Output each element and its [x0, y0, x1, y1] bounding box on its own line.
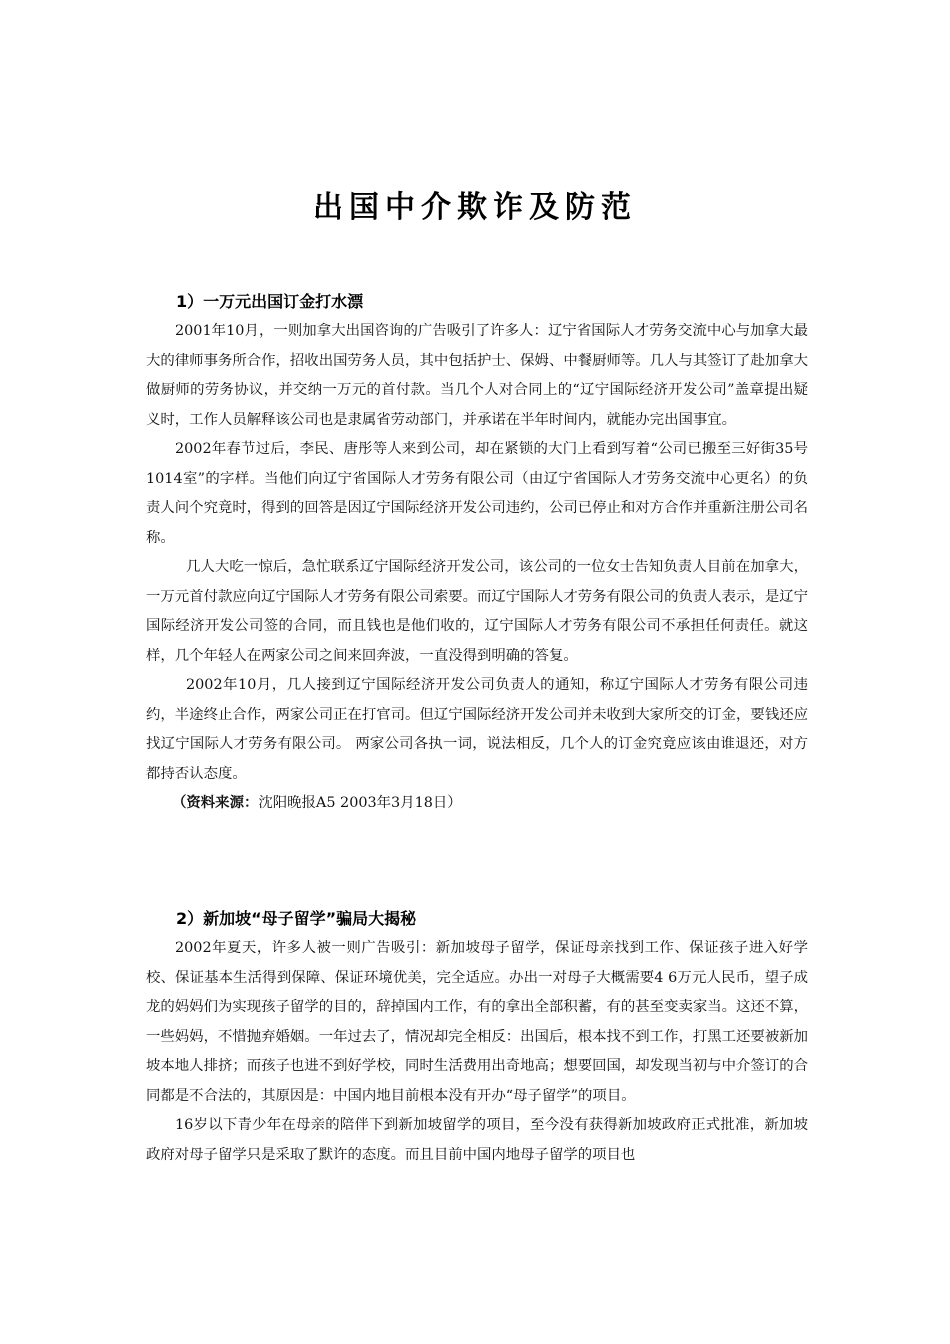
section-1-paragraph-2: 2002年春节过后，李民、唐彤等人来到公司，却在紧锁的大门上看到写着“公司已搬至三好街35号1014室”的字样。当他们向辽宁省国际人才劳务有限公司（由辽宁省国际人才劳务交流中心更名）的负责人问个究竟时，得到的回答是因辽宁国际经济开发公司违约，公司已停止和对方合作并重新注册公司名称。 — [146, 441, 808, 546]
section-2-heading: 2）新加坡“母子留学”骗局大揭秘 — [176, 909, 417, 928]
section-1-source — [146, 789, 808, 819]
section-1-heading: 1）一万元出国订金打水漂 — [176, 292, 364, 311]
section-2-paragraph-1: 2002年夏天，许多人被一则广告吸引：新加坡母子留学，保证母亲找到工作、保证孩子进入好学校、保证基本生活得到保障、保证环境优美，完全适应。办出一对母子大概需要4 6万元人民币，望子成龙的妈妈们为实现孩子留学的目的，辞掉国内工作，有的拿出全部积蓄，有的甚至变卖家当。这还不算，一些妈妈，不惜抛弃婚姻。一年过去了，情况却完全相反：出国后，根本找不到工作，打黑工还要被新加坡本地人排挤；而孩子也进不到好学校，同时生活费用出奇地高；想要回国，却发现当初与中介签订的合同都是不合法的，其原因是：中国内地目前根本没有开办“母子留学”的项目。 — [146, 940, 808, 1104]
source-label: （资料来源： — [172, 795, 259, 811]
section-2 — [146, 908, 808, 1170]
section-1 — [146, 291, 808, 819]
source-text: 沈阳晚报A5 2003年3月18日） — [258, 795, 462, 811]
document-title: 出国中介欺诈及防范 — [313, 190, 637, 225]
section-1-paragraph-3: 几人大吃一惊后，急忙联系辽宁国际经济开发公司，该公司的一位女士告知负责人目前在加拿大，一万元首付款应向辽宁国际人才劳务有限公司索要。而辽宁国际人才劳务有限公司的负责人表示，是辽宁国际经济开发公司签的合同，而且钱也是他们收的，辽宁国际人才劳务有限公司不承担任何责任。就这样，几个年轻人在两家公司之间来回奔波，一直没得到明确的答复。 — [146, 559, 808, 664]
section-2-paragraph-2: 16岁以下青少年在母亲的陪伴下到新加坡留学的项目，至今没有获得新加坡政府正式批准，新加坡政府对母子留学只是采取了默许的态度。而且目前中国内地母子留学的项目也 — [146, 1117, 808, 1163]
section-1-paragraph-1: 2001年10月，一则加拿大出国咨询的广告吸引了许多人：辽宁省国际人才劳务交流中心与加拿大最大的律师事务所合作，招收出国劳务人员，其中包括护士、保姆、中餐厨师等。几人与其签订了赴加拿大做厨师的劳务协议，并交纳一万元的首付款。当几个人对合同上的“辽宁国际经济开发公司”盖章提出疑义时，工作人员解释该公司也是隶属省劳动部门，并承诺在半年时间内，就能办完出国事宜。 — [146, 323, 808, 428]
section-1-paragraph-4: 2002年10月，几人接到辽宁国际经济开发公司负责人的通知，称辽宁国际人才劳务有限公司违约，半途终止合作，两家公司正在打官司。但辽宁国际经济开发公司并未收到大家所交的订金，要钱还应找辽宁国际人才劳务有限公司。 两家公司各执一词，说法相反，几个人的订金究竟应该由谁退还，对方都持否认态度。 — [146, 677, 808, 782]
